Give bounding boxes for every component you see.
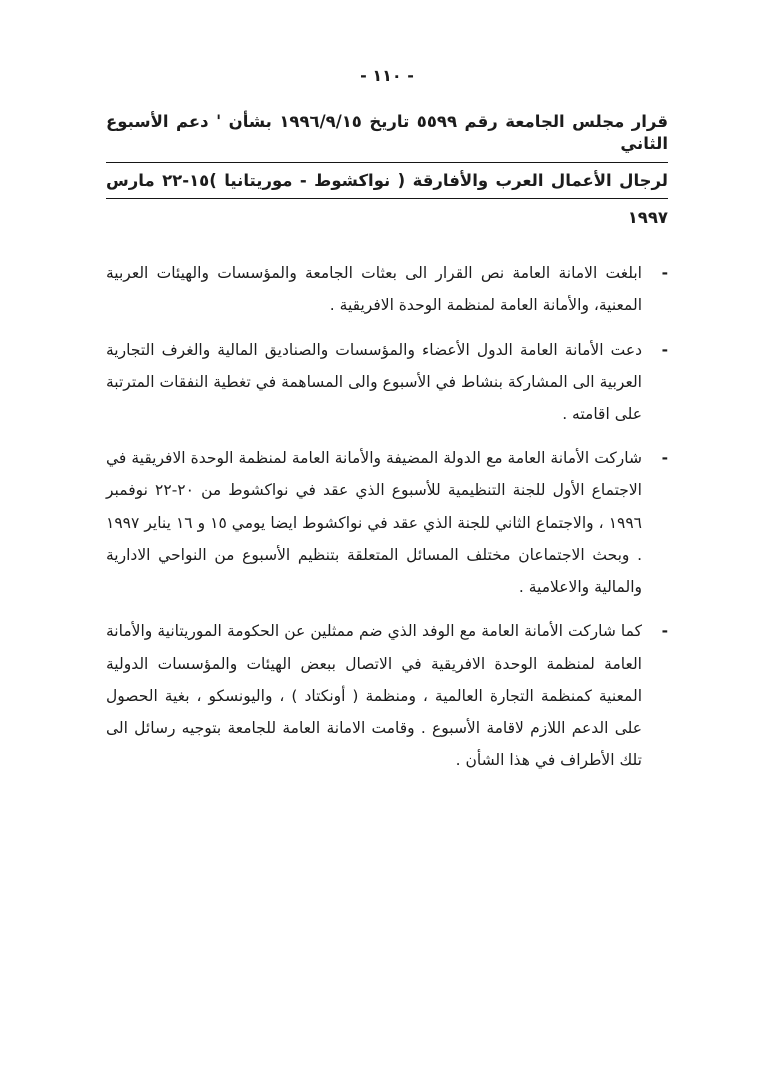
document-title bbox=[106, 111, 668, 235]
paragraph-text: شاركت الأمانة العامة مع الدولة المضيفة والأمانة العامة لمنظمة الوحدة الافريقية في الاجتماع الأول للجنة التنظيمية للأسبوع الذي عقد في نواكشوط من ٢٠-٢٢ نوفمبر ١٩٩٦ ، والاجتماع الثاني للجنة الذي عقد في نواكشوط ايضا يومي ١٥ و ١٦ يناير ١٩٩٧ . وبحث الاجتماعان مختلف المسائل المتعلقة بتنظيم الأسبوع من النواحي الادارية والمالية والاعلامية . bbox=[106, 449, 642, 597]
list-item bbox=[106, 442, 668, 603]
list-item bbox=[106, 334, 668, 431]
bullet-dash: - bbox=[661, 340, 668, 359]
list-item bbox=[106, 615, 668, 776]
bullet-dash: - bbox=[661, 449, 668, 468]
paragraph-text: كما شاركت الأمانة العامة مع الوفد الذي ضم ممثلين عن الحكومة الموريتانية والأمانة العامة لمنظمة الوحدة الافريقية في الاتصال ببعض الهيئات والمؤسسات الدولية المعنية كمنظمة التجارة العالمية ، ومنظمة ( أونكتاد ) ، واليونسكو ، بغية الحصول على الدعم اللازم لاقامة الأسبوع . وقامت الامانة العامة للجامعة بتوجيه رسائل الى تلك الأطراف في هذا الشأن . bbox=[106, 622, 642, 770]
bullet-dash: - bbox=[661, 264, 668, 283]
paragraph-text: دعت الأمانة العامة الدول الأعضاء والمؤسسات والصناديق المالية والغرف التجارية العربية الى المشاركة بنشاط في الأسبوع والى المساهمة في تغطية النفقات المترتبة على اقامته . bbox=[106, 340, 642, 423]
page-number: - ١١٠ - bbox=[360, 66, 414, 85]
bullet-dash: - bbox=[661, 622, 668, 641]
title-line-2: لرجال الأعمال العرب والأفارقة ( نواكشوط - موريتانيا )١٥-٢٢ مارس bbox=[106, 170, 668, 199]
paragraph-text: ابلغت الامانة العامة نص القرار الى بعثات الجامعة والمؤسسات والهيئات العربية المعنية، والأمانة العامة لمنظمة الوحدة الافريقية . bbox=[106, 264, 642, 315]
body-paragraphs bbox=[106, 257, 668, 777]
title-line-3: ١٩٩٧ bbox=[627, 207, 668, 227]
title-line-1: قرار مجلس الجامعة رقم ٥٥٩٩ تاريخ ١٩٩٦/٩/١٥ بشأن ' دعم الأسبوع الثاني bbox=[106, 111, 668, 163]
list-item bbox=[106, 257, 668, 321]
